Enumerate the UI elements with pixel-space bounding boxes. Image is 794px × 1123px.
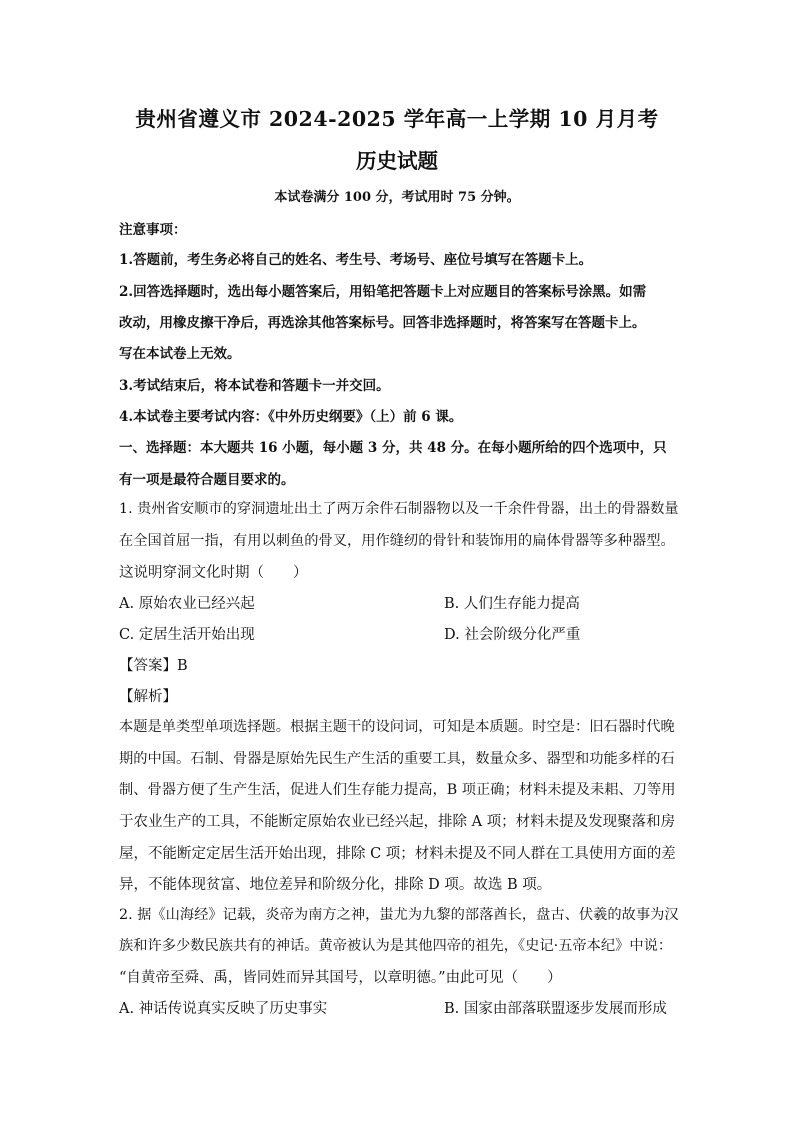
section-heading-line-1: 一、选择题：本大题共 16 小题，每小题 3 分，共 48 分。在每小题所给的四个选项中，只 xyxy=(119,440,667,456)
question-1-option-c: C. 定居生活开始出现 xyxy=(119,627,255,643)
question-2-stem-line-1: 2. 据《山海经》记载，炎帝为南方之神，蚩尤为九黎的部落酋长，盘古、伏羲的故事为汉 xyxy=(119,907,679,923)
question-2-option-b: B. 国家由部落联盟逐步发展而形成 xyxy=(444,1001,667,1017)
notes-heading: 注意事项： xyxy=(119,222,187,238)
question-1-analysis-line-2: 期的中国。石制、骨器是原始先民生产生活的重要工具，数量众多、器型和功能多样的石 xyxy=(119,751,675,767)
question-1-analysis-line-5: 屋，不能断定定居生活开始出现，排除 C 项；材料未提及不同人群在工具使用方面的差 xyxy=(119,846,676,862)
question-2-option-a: A. 神话传说真实反映了历史事实 xyxy=(119,1001,328,1017)
question-1-option-a: A. 原始农业已经兴起 xyxy=(119,596,255,612)
exam-info: 本试卷满分 100 分，考试用时 75 分钟。 xyxy=(274,190,520,205)
exam-title: 贵州省遵义市 2024-2025 学年高一上学期 10 月月考 xyxy=(135,107,659,131)
question-1-stem-line-1: 1. 贵州省安顺市的穿洞遗址出土了两万余件石制器物以及一千余件骨器，出土的骨器数量 xyxy=(119,501,679,517)
notes-item-2-line-1: 2.回答选择题时，选出每小题答案后，用铅笔把答题卡上对应题目的答案标号涂黑。如需 xyxy=(119,284,647,300)
question-1-analysis-line-4: 于农业生产的工具，不能断定原始农业已经兴起，排除 A 项；材料未提及发现聚落和房 xyxy=(119,814,676,830)
section-heading-line-2: 有一项是最符合题目要求的。 xyxy=(119,472,295,488)
question-1-stem-line-2: 在全国首屈一指，有用以刺鱼的骨叉，用作缝纫的骨针和装饰用的扁体骨器等多种器型。 xyxy=(119,533,675,549)
question-1-analysis-label: 【解析】 xyxy=(119,689,177,705)
question-2-stem-line-2: 族和许多少数民族共有的神话。黄帝被认为是其他四帝的祖先，《史记·五帝本纪》中说： xyxy=(119,938,673,954)
notes-item-2-line-3: 写在本试卷上无效。 xyxy=(119,346,241,362)
notes-item-2-line-2: 改动，用橡皮擦干净后，再选涂其他答案标号。回答非选择题时，将答案写在答题卡上。 xyxy=(119,315,646,331)
question-1-analysis-line-3: 制、骨器方便了生产生活，促进人们生存能力提高，B 项正确；材料未提及耒耜、刀等用 xyxy=(119,782,676,798)
subject-title: 历史试题 xyxy=(356,149,438,173)
notes-item-3: 3.考试结束后，将本试卷和答题卡一并交回。 xyxy=(119,378,390,394)
question-1-option-b: B. 人们生存能力提高 xyxy=(444,596,580,612)
notes-item-1: 1.答题前，考生务必将自己的姓名、考生号、考场号、座位号填写在答题卡上。 xyxy=(119,252,593,268)
question-1-option-d: D. 社会阶级分化严重 xyxy=(444,627,581,643)
question-2-stem-line-3: “自黄帝至舜、禹，皆同姓而异其国号，以章明德。”由此可见（ ） xyxy=(119,970,562,986)
question-1-answer: 【答案】B xyxy=(119,658,188,674)
question-1-analysis-line-6: 异，不能体现贫富、地位差异和阶级分化，排除 D 项。故选 B 项。 xyxy=(119,877,552,893)
notes-item-4: 4.本试卷主要考试内容：《中外历史纲要》（上）前 6 课。 xyxy=(119,409,463,425)
question-1-stem-line-3: 这说明穿洞文化时期（ ） xyxy=(119,565,308,581)
question-1-analysis-line-1: 本题是单类型单项选择题。根据主题干的设问词，可知是本质题。时空是：旧石器时代晚 xyxy=(119,719,675,735)
